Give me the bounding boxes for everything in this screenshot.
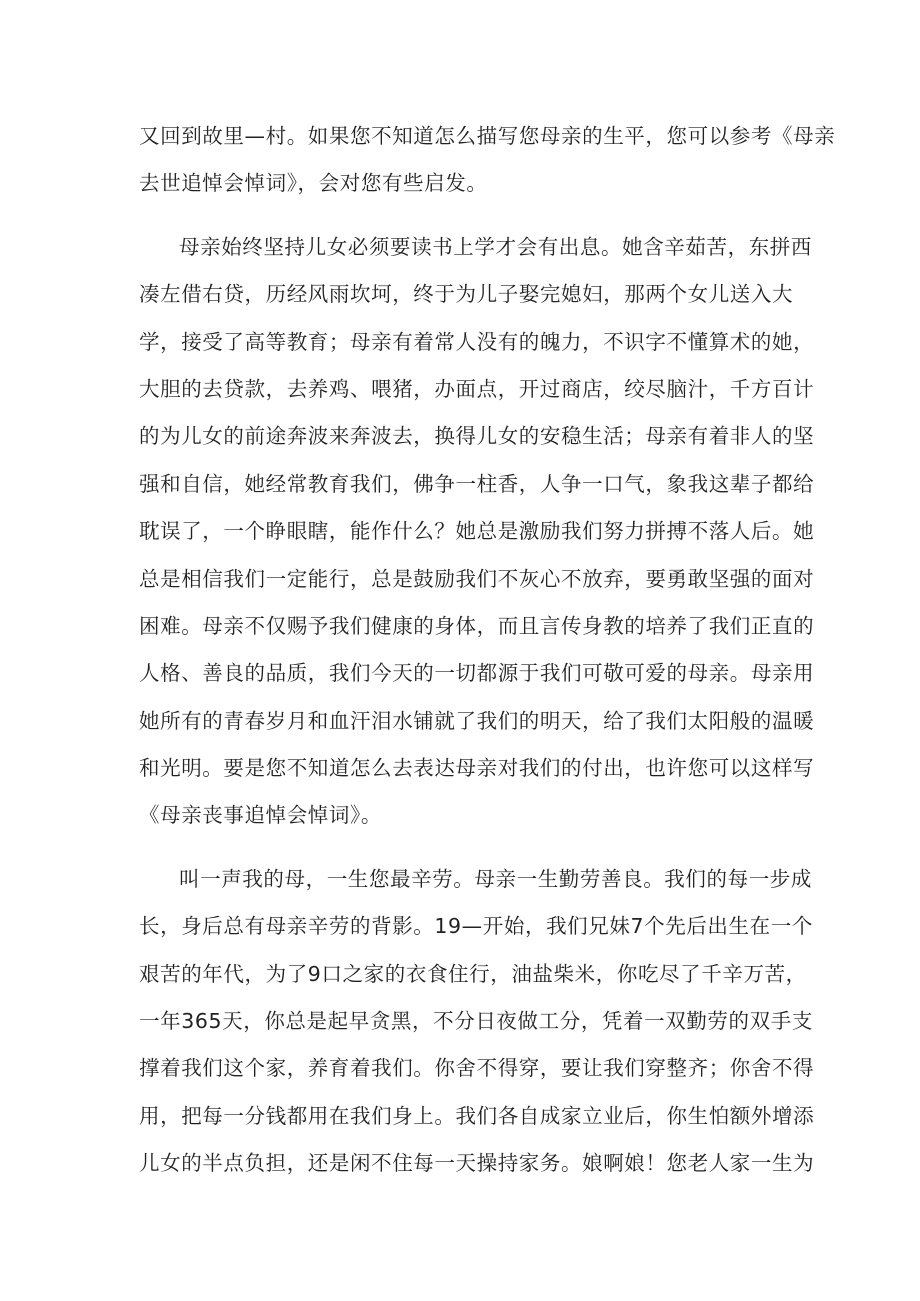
document-body — [139, 113, 836, 1188]
text-line: 的为儿女的前途奔波来奔波去，换得儿女的安稳生活；母亲有着非人的坚 — [139, 424, 815, 449]
text-line: 《母亲丧事追悼会悼词》。 — [139, 803, 382, 828]
text-line: 去世追悼会悼词》，会对您有些启发。 — [139, 171, 488, 196]
text-line: 用，把每一分钱都用在我们身上。我们各自成家立业后，你生怕额外增添 — [139, 1103, 815, 1128]
text-line: 又回到故里—村。如果您不知道怎么描写您母亲的生平，您可以参考《母亲 — [139, 124, 836, 148]
text-line: 凑左借右贷，历经风雨坎坷，终于为儿子娶完媳妇，那两个女儿送入大 — [139, 282, 794, 307]
text-line: 和光明。要是您不知道怎么去表达母亲对我们的付出，也许您可以这样写 — [139, 756, 815, 781]
text-line: 她所有的青春岁月和血汗泪水铺就了我们的明天，给了我们太阳般的温暖 — [139, 708, 815, 733]
text-line: 叫一声我的母，一生您最辛劳。母亲一生勤劳善良。我们的每一步成 — [179, 866, 812, 891]
text-line: 学，接受了高等教育；母亲有着常人没有的魄力，不识字不懂算术的她， — [139, 329, 815, 354]
text-line: 母亲始终坚持儿女必须要读书上学才会有出息。她含辛茹苦，东拼西 — [179, 234, 812, 259]
text-line: 大胆的去贷款，去养鸡、喂猪，办面点，开过商店，绞尽脑汁，千方百计 — [139, 376, 815, 401]
text-line: 长，身后总有母亲辛劳的背影。19—开始，我们兄妹7个先后出生在一个 — [139, 914, 813, 939]
text-line: 困难。母亲不仅赐予我们健康的身体，而且言传身教的培养了我们正直的 — [139, 613, 815, 638]
text-line: 儿女的半点负担，还是闲不住每一天操持家务。娘啊娘！您老人家一生为 — [139, 1151, 815, 1176]
text-line: 艰苦的年代，为了9口之家的衣食住行，油盐柴米，你吃尽了千辛万苦， — [139, 961, 807, 986]
text-line: 总是相信我们一定能行，总是鼓励我们不灰心不放弃，要勇敢坚强的面对 — [139, 566, 815, 591]
text-line: 一年365天，你总是起早贪黑，不分日夜做工分，凭着一双勤劳的双手支 — [139, 1009, 813, 1034]
text-line: 人格、善良的品质，我们今天的一切都源于我们可敬可爱的母亲。母亲用 — [139, 661, 815, 686]
text-line: 耽误了，一个睁眼瞎，能作什么？她总是激励我们努力拼搏不落人后。她 — [139, 519, 815, 544]
text-line: 撑着我们这个家，养育着我们。你舍不得穿，要让我们穿整齐；你舍不得 — [139, 1056, 815, 1081]
text-line: 强和自信，她经常教育我们，佛争一柱香，人争一口气，象我这辈子都给 — [139, 471, 815, 496]
